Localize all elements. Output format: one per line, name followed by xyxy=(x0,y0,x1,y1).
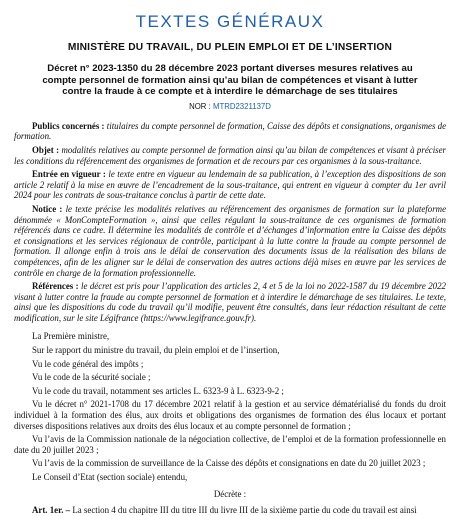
document-page xyxy=(0,12,460,516)
ministry-heading: MINISTÈRE DU TRAVAIL, DU PLEIN EMPLOI ET DE L’INSERTION xyxy=(67,42,393,53)
body-para: Vu le code général des impôts ; xyxy=(32,358,144,369)
publics-label: Publics concernés : xyxy=(32,120,105,131)
body-para: Sur le rapport du ministre du travail, du plein emploi et de l’insertion, xyxy=(32,345,280,356)
references-label: Références : xyxy=(32,281,79,292)
notice-notice: Notice : le texte précise les modalités relatives au référencement des organismes de formation sur la plateforme dénommée « MonCompteFormation », ainsi que celles régulant la sous-traitance de ces organismes de formation référencés dans ce cadre. Il détermine les modalités de contrôle et d’échanges d’information entre la Caisse des dépôts et consignations et les services régionaux de contrôle, participant à la lutte contre la fraude au compte personnel de formation. Il allonge enfin à trois ans le délai de conservation des documents issus de la réalisation des bilans de compétences, afin de les aligner sur le délai de conservation des autres actions déjà mises en œuvre par les services de contrôle en charge de la formation professionnelle. xyxy=(14,203,447,278)
article-1: Art. 1er. – La section 4 du chapitre III du titre III du livre III de la sixième partie du code du travail est ainsi xyxy=(32,505,417,516)
notice-block xyxy=(14,121,446,324)
section-title: TEXTES GÉNÉRAUX xyxy=(135,12,325,31)
notice-publics: Publics concernés : titulaires du compte personnel de formation, Caisse des dépôts et consignations, organismes de formation. xyxy=(14,120,447,142)
nor-line xyxy=(14,102,446,111)
notice-label: Notice : xyxy=(32,203,63,214)
body-para: Vu l’avis de la Commission nationale de la négociation collective, de l’emploi et de la formation professionnelle en date du 20 juillet 2023 ; xyxy=(14,434,446,455)
article-1-label: Art. 1er. – xyxy=(32,505,71,516)
decrete-heading: Décrète : xyxy=(213,488,247,499)
body-para: Vu le code du travail, notamment ses articles L. 6323-9 à L. 6323-9-2 ; xyxy=(32,385,284,396)
body-para: Le Conseil d’Etat (section sociale) entendu, xyxy=(32,472,188,482)
nor-label: NOR : xyxy=(189,101,211,111)
decree-body xyxy=(14,331,446,515)
entree-label: Entrée en vigueur : xyxy=(32,169,106,180)
nor-code: MTRD2321137D xyxy=(212,101,271,111)
notice-entree: Entrée en vigueur : le texte entre en vigueur au lendemain de sa publication, à l’exception des dispositions de son article 2 relatif à la mise en œuvre de l’encadrement de la sous-traitance, qui entrent en vigueur à compter du 1er avril 2024 pour les contrats de sous-traitance conclus à partir de cette date. xyxy=(14,169,446,201)
notice-objet: Objet : modalités relatives au compte personnel de formation ainsi qu’au bilan de compétences et visant à préciser les conditions du référencement des organismes de formation et de recours par ces organismes à la sous-traitance. xyxy=(14,144,447,166)
decree-title: Décret n° 2023-1350 du 28 décembre 2023 portant diverses mesures relatives au compte personnel de formation ainsi qu’au bilan de compétences et visant à lutter contre la fraude à ce compte et à interdire le démarchage de ses titulaires xyxy=(42,63,418,98)
objet-label: Objet : xyxy=(32,144,60,155)
body-para: Vu le code de la sécurité sociale ; xyxy=(32,372,151,383)
body-para: La Première ministre, xyxy=(32,331,110,342)
body-para: Vu le décret n° 2021-1708 du 17 décembre 2021 relatif à la gestion et au service dématérialisé du fonds du droit individuel à la formation des élus, aux droits et obligations des organismes de formation des élus locaux et portant diverses dispositions relatives aux droits des élus locaux et au compte personnel de formation ; xyxy=(14,399,446,431)
body-para: Vu l’avis de la commission de surveillance de la Caisse des dépôts et consignations en date du 20 juillet 2023 ; xyxy=(32,458,426,469)
notice-references: Références : le décret est pris pour l’application des articles 2, 4 et 5 de la loi no 2022-1587 du 19 décembre 2022 visant à lutter contre la fraude au compte personnel de formation et à interdire le démarchage de ses titulaires. Le texte, ainsi que les dispositions du code du travail qu’il modifie, peuvent être consultés, dans leur rédaction résultant de cette modification, sur le site Légifrance (https://www.legifrance.gouv.fr). xyxy=(14,281,446,323)
